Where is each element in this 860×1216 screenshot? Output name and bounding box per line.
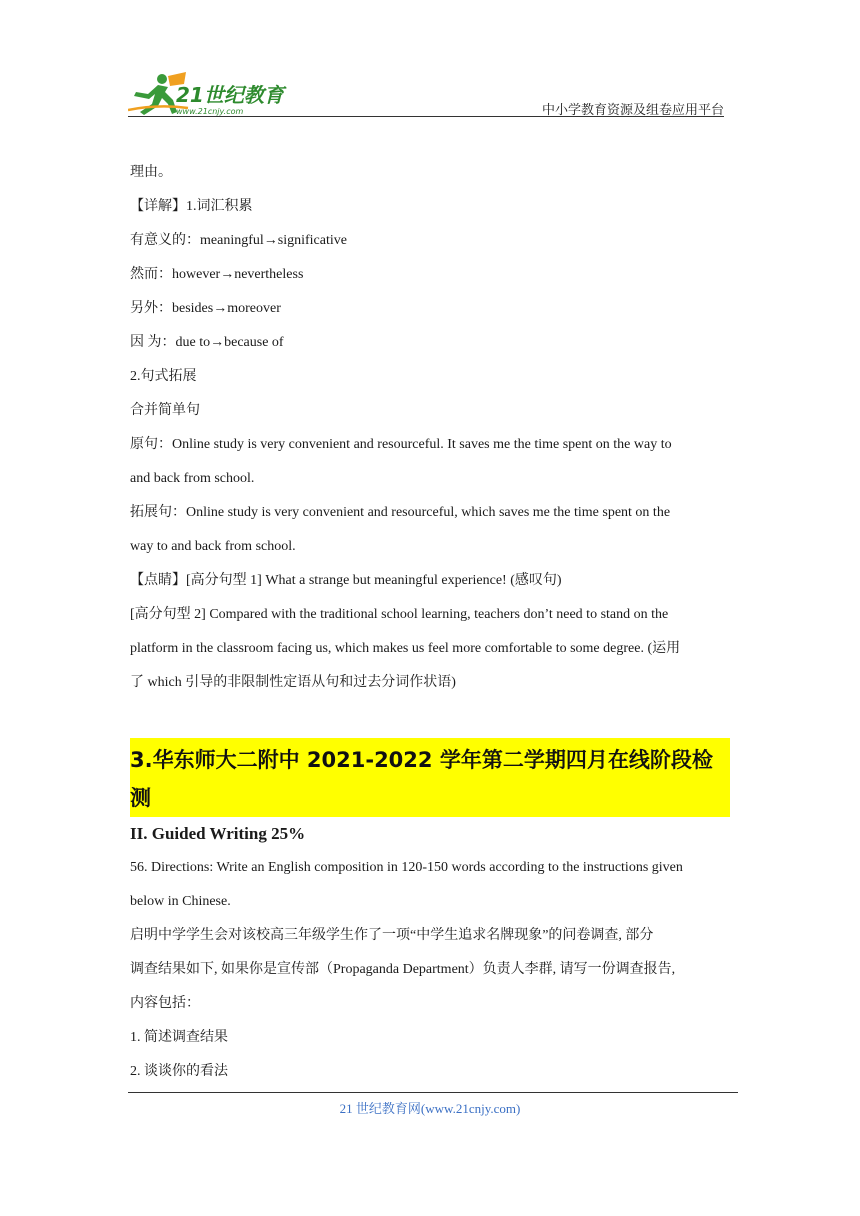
text-line: 56. Directions: Write an English composition in 120-150 words according to the instructions given [130,860,683,875]
text-line: 合并简单句 [130,403,200,418]
document-body [130,156,730,1089]
footer-link[interactable]: 21 世纪教育网(www.21cnjy.com) [339,1101,521,1116]
text-line: 【点睛】[高分句型 1] What a strange but meaningful experience! (感叹句) [130,573,562,588]
text-line: 内容包括： [130,996,200,1011]
text-line: 了 which 引导的非限制性定语从句和过去分词作状语) [130,675,456,690]
section-subtitle: II. Guided Writing 25% [130,824,306,843]
logo-url: www.21cnjy.com [176,107,244,116]
text-line: 2. 谈谈你的看法 [130,1064,228,1079]
header-divider [128,116,724,117]
text-line: 调查结果如下, 如果你是宣传部（Propaganda Department）负责人李群, 请写一份调查报告, [130,962,676,977]
text-line: 1. 简述调查结果 [130,1030,228,1045]
text-line: 另外：besides→moreover [130,301,281,316]
footer-divider [128,1092,738,1093]
text-line: 然而：however→nevertheless [130,267,304,282]
text-line: 启明中学学生会对该校高三年级学生作了一项“中学生追求名牌现象”的问卷调查, 部分 [130,928,654,943]
logo-text: 21世纪教育 [176,83,284,107]
section-title: 3.华东师大二附中 2021-2022 学年第二学期四月在线阶段检测 [130,738,730,817]
text-line: platform in the classroom facing us, which makes us feel more comfortable to some degree. (运用 [130,641,681,656]
text-line: 2.句式拓展 [130,369,197,384]
text-line: 【详解】1.词汇积累 [130,199,253,214]
text-line: 理由。 [130,165,172,180]
logo [128,70,298,116]
text-line: 拓展句：Online study is very convenient and resourceful, which saves me the time spent on the [130,505,671,520]
header-platform-text: 中小学教育资源及组卷应用平台 [541,102,724,117]
text-line: 有意义的：meaningful→significative [130,233,347,248]
text-line: way to and back from school. [130,539,296,554]
text-line: 原句：Online study is very convenient and resourceful. It saves me the time spent on the way to [130,437,672,452]
text-line: [高分句型 2] Compared with the traditional school learning, teachers don’t need to stand on the [130,607,669,622]
text-line: below in Chinese. [130,894,231,909]
text-line: 因 为：due to→because of [130,335,284,350]
text-line: and back from school. [130,471,255,486]
page-header [128,66,724,116]
